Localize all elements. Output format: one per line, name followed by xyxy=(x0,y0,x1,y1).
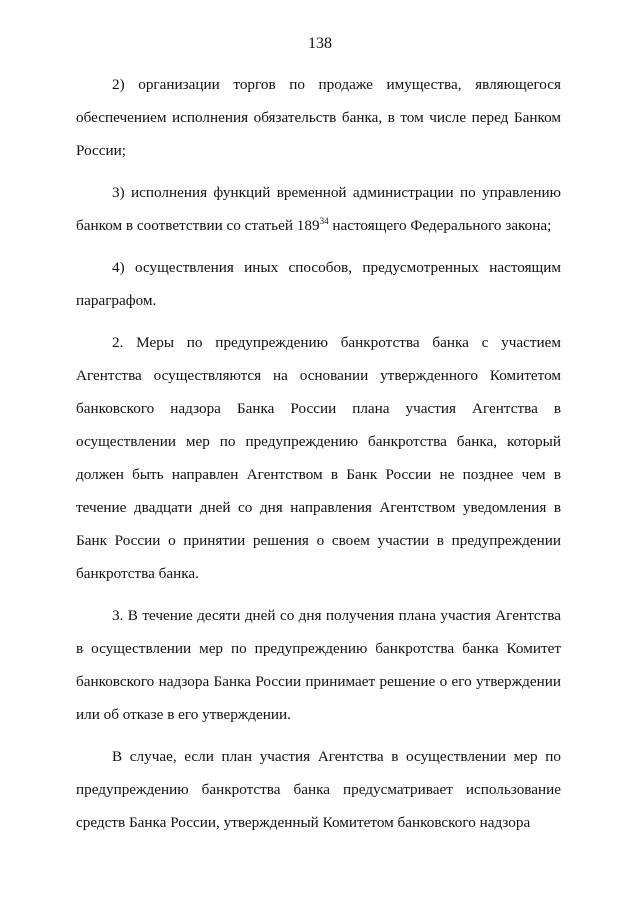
paragraph-item-3-text-after: настоящего Федерального закона; xyxy=(328,217,552,234)
paragraph-item-2: 2) организации торгов по продаже имущества, являющегося обеспечением исполнения обязательств банка, в том числе перед Банком России; xyxy=(76,76,561,159)
document-body xyxy=(76,68,561,839)
paragraph-clause-3-continued: В случае, если план участия Агентства в осуществлении мер по предупреждению банкротства банка предусматривает использование средств Банка России, утвержденный Комитетом банковского надзора xyxy=(76,748,561,831)
article-superscript: 34 xyxy=(319,216,329,226)
paragraph-item-4: 4) осуществления иных способов, предусмотренных настоящим параграфом. xyxy=(76,259,561,309)
page-number: 138 xyxy=(308,35,332,52)
paragraph-item-3 xyxy=(76,176,561,242)
paragraph-clause-2: 2. Меры по предупреждению банкротства банка с участием Агентства осуществляются на основании утвержденного Комитетом банковского надзора Банка России плана участия Агентства в осуществлении мер по предупреждению банкротства банка, который должен быть направлен Агентством в Банк России не позднее чем в течение двадцати дней со дня направления Агентством уведомления в Банк России о принятии решения о своем участии в предупреждении банкротства банка. xyxy=(76,334,561,582)
paragraph-clause-3: 3. В течение десяти дней со дня получения плана участия Агентства в осуществлении мер по предупреждению банкротства банка Комитет банковского надзора Банка России принимает решение о его утверждении или об отказе в его утверждении. xyxy=(76,607,561,723)
paragraph-item-3-text-before: 3) исполнения функций временной администрации по управлению банком в соответствии со статьей 189 xyxy=(76,184,561,234)
